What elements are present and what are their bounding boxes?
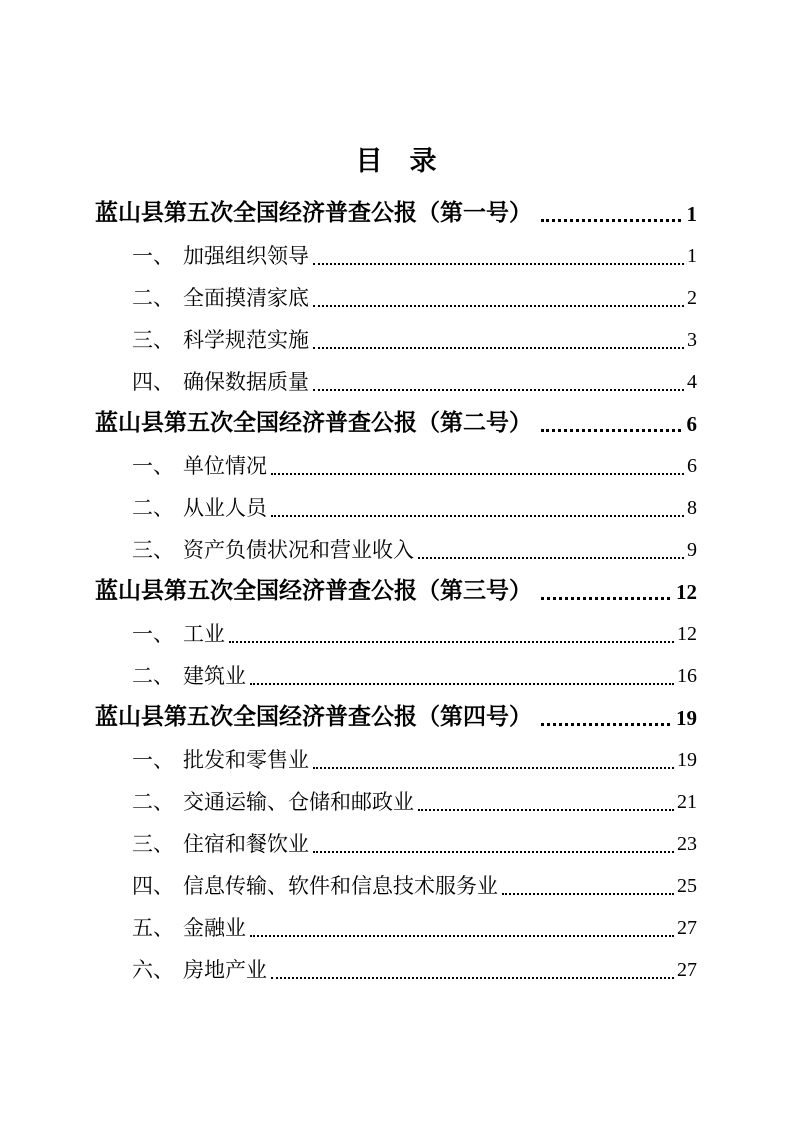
- toc-item-number: 三、: [132, 831, 174, 856]
- toc-item-label: 信息传输、软件和信息技术服务业: [183, 873, 498, 898]
- dot-leader: [313, 305, 684, 307]
- toc-item-number: 二、: [132, 285, 174, 310]
- toc-item-label: 住宿和餐饮业: [183, 831, 309, 856]
- dot-leader: [313, 389, 684, 391]
- toc-heading-label: 蓝山县第五次全国经济普查公报（第一号）: [95, 199, 532, 225]
- toc-heading-row[interactable]: [95, 399, 697, 441]
- toc-item-number: 一、: [132, 243, 174, 268]
- toc-item-label: 全面摸清家底: [183, 285, 309, 310]
- toc-item-number: 二、: [132, 789, 174, 814]
- page-number: 8: [687, 497, 697, 519]
- toc-item-number: 三、: [132, 537, 174, 562]
- toc-item-row[interactable]: [95, 483, 697, 525]
- toc-item-label: 交通运输、仓储和邮政业: [183, 789, 414, 814]
- toc-item-number: 一、: [132, 747, 174, 772]
- page-number: 25: [677, 875, 697, 897]
- toc-heading-label: 蓝山县第五次全国经济普查公报（第四号）: [95, 703, 532, 729]
- page-number: 4: [687, 371, 697, 393]
- page-number: 19: [677, 749, 697, 771]
- toc-item-row[interactable]: [95, 777, 697, 819]
- toc-item-label: 建筑业: [183, 663, 246, 688]
- dot-leader: [313, 263, 684, 265]
- toc-item-row[interactable]: [95, 441, 697, 483]
- dot-leader: [418, 557, 684, 559]
- toc-content: [95, 145, 697, 987]
- page-number: 6: [686, 411, 697, 436]
- dot-leader: [271, 515, 684, 517]
- toc-heading-row[interactable]: [95, 693, 697, 735]
- page-number: 21: [677, 791, 697, 813]
- toc-item-row[interactable]: [95, 861, 697, 903]
- toc-item-number: 一、: [132, 621, 174, 646]
- toc-item-row[interactable]: [95, 903, 697, 945]
- toc-item-row[interactable]: [95, 231, 697, 273]
- dot-leader: [271, 977, 674, 979]
- page-number: 2: [687, 287, 697, 309]
- toc-item-label: 单位情况: [183, 453, 267, 478]
- toc-item-label: 房地产业: [183, 957, 267, 982]
- toc-heading-row[interactable]: [95, 189, 697, 231]
- dot-leader: [418, 809, 674, 811]
- page-number: 9: [687, 539, 697, 561]
- toc-item-number: 一、: [132, 453, 174, 478]
- dot-leader: [250, 935, 674, 937]
- dot-leader: [229, 641, 674, 643]
- page-number: 1: [687, 245, 697, 267]
- toc-item-number: 二、: [132, 495, 174, 520]
- toc-item-label: 确保数据质量: [183, 369, 309, 394]
- toc-item-row[interactable]: [95, 273, 697, 315]
- dot-leader: [541, 429, 681, 432]
- toc-item-label: 加强组织领导: [183, 243, 309, 268]
- page-number: 12: [676, 579, 697, 604]
- dot-leader: [271, 473, 684, 475]
- dot-leader: [541, 597, 670, 600]
- toc-item-label: 从业人员: [183, 495, 267, 520]
- page-number: 27: [677, 959, 697, 981]
- toc-item-row[interactable]: [95, 819, 697, 861]
- dot-leader: [313, 767, 674, 769]
- toc-heading-label: 蓝山县第五次全国经济普查公报（第三号）: [95, 577, 532, 603]
- toc-heading-label: 蓝山县第五次全国经济普查公报（第二号）: [95, 409, 532, 435]
- page-number: 23: [677, 833, 697, 855]
- toc-item-number: 六、: [132, 957, 174, 982]
- page-number: 16: [677, 665, 697, 687]
- toc-item-row[interactable]: [95, 525, 697, 567]
- toc-item-label: 科学规范实施: [183, 327, 309, 352]
- page-number: 27: [677, 917, 697, 939]
- toc-item-row[interactable]: [95, 357, 697, 399]
- page-title: 目 录: [355, 146, 437, 176]
- toc-item-number: 五、: [132, 915, 174, 940]
- page-number: 19: [676, 705, 697, 730]
- toc-item-label: 金融业: [183, 915, 246, 940]
- toc-item-label: 批发和零售业: [183, 747, 309, 772]
- toc-item-row[interactable]: [95, 651, 697, 693]
- toc-item-row[interactable]: [95, 609, 697, 651]
- toc-item-row[interactable]: [95, 735, 697, 777]
- dot-leader: [502, 893, 674, 895]
- dot-leader: [250, 683, 674, 685]
- toc-item-number: 四、: [132, 873, 174, 898]
- table-of-contents: [95, 189, 697, 987]
- dot-leader: [541, 219, 681, 222]
- toc-item-number: 四、: [132, 369, 174, 394]
- dot-leader: [313, 347, 684, 349]
- dot-leader: [313, 851, 674, 853]
- page-number: 1: [686, 201, 697, 226]
- page-number: 12: [677, 623, 697, 645]
- toc-item-number: 三、: [132, 327, 174, 352]
- toc-heading-row[interactable]: [95, 567, 697, 609]
- toc-item-label: 资产负债状况和营业收入: [183, 537, 414, 562]
- toc-item-number: 二、: [132, 663, 174, 688]
- dot-leader: [541, 723, 670, 726]
- toc-item-label: 工业: [183, 621, 225, 646]
- toc-item-row[interactable]: [95, 315, 697, 357]
- page-number: 3: [687, 329, 697, 351]
- toc-item-row[interactable]: [95, 945, 697, 987]
- page-number: 6: [687, 455, 697, 477]
